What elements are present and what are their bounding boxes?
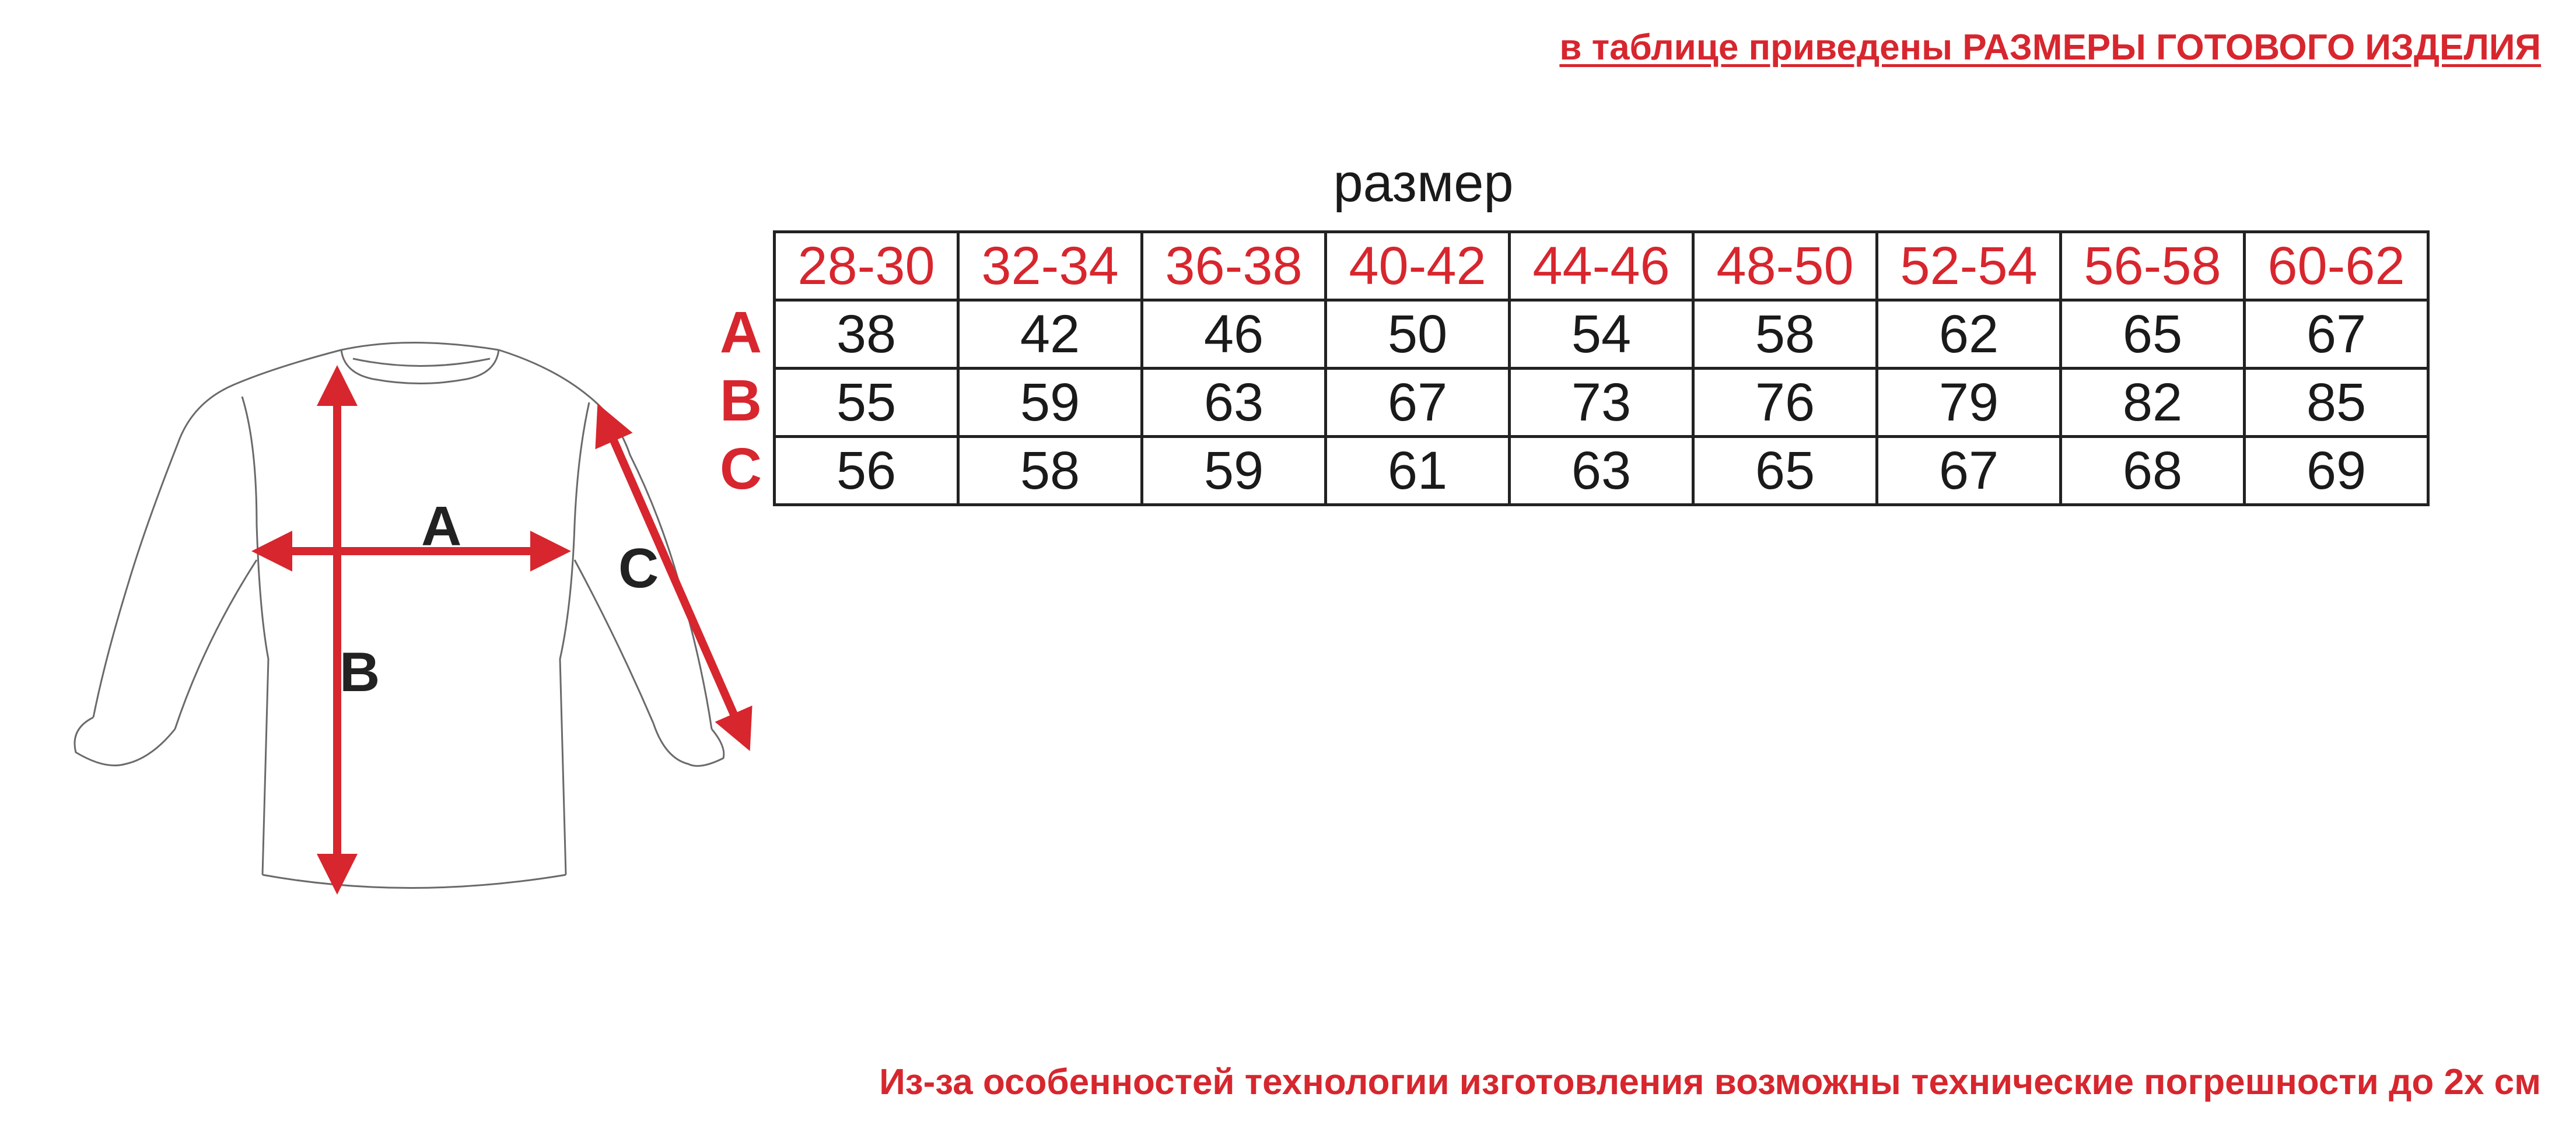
table-row-c — [775, 437, 2428, 505]
size-header-cell: 56-58 — [2061, 232, 2245, 300]
table-cell: 76 — [1693, 369, 1877, 437]
top-note: в таблице приведены РАЗМЕРЫ ГОТОВОГО ИЗДЕЛИЯ — [1559, 27, 2541, 68]
table-cell: 63 — [1510, 437, 1693, 505]
dim-label-b: B — [340, 641, 380, 703]
table-cell: 50 — [1326, 300, 1510, 369]
sweatshirt-outline — [75, 343, 724, 888]
size-header-cell: 48-50 — [1693, 232, 1877, 300]
table-cell: 62 — [1877, 300, 2061, 369]
table-cell: 68 — [2061, 437, 2245, 505]
size-header-cell: 40-42 — [1326, 232, 1510, 300]
table-cell: 69 — [2245, 437, 2428, 505]
size-header-cell: 44-46 — [1510, 232, 1693, 300]
table-cell: 67 — [1877, 437, 2061, 505]
table-cell: 67 — [1326, 369, 1510, 437]
sweatshirt-diagram — [0, 0, 770, 933]
table-cell: 55 — [775, 369, 958, 437]
table-cell: 82 — [2061, 369, 2245, 437]
table-row-b — [775, 369, 2428, 437]
table-cell: 85 — [2245, 369, 2428, 437]
table-cell: 58 — [1693, 300, 1877, 369]
table-cell: 38 — [775, 300, 958, 369]
measure-arrows — [260, 373, 747, 886]
table-cell: 54 — [1510, 300, 1693, 369]
table-row-a — [775, 300, 2428, 369]
dim-label-a: A — [421, 495, 462, 558]
table-cell: 59 — [958, 369, 1142, 437]
table-cell: 61 — [1326, 437, 1510, 505]
table-cell: 58 — [958, 437, 1142, 505]
table-cell: 46 — [1142, 300, 1326, 369]
size-heading: размер — [1333, 153, 1514, 213]
size-header-cell: 60-62 — [2245, 232, 2428, 300]
table-cell: 59 — [1142, 437, 1326, 505]
table-cell: 63 — [1142, 369, 1326, 437]
size-header-cell: 28-30 — [775, 232, 958, 300]
size-header-cell: 52-54 — [1877, 232, 2061, 300]
row-label-a: A — [719, 300, 762, 365]
dim-label-c: C — [618, 537, 659, 600]
size-header-cell: 32-34 — [958, 232, 1142, 300]
table-cell: 56 — [775, 437, 958, 505]
bottom-note: Из-за особенностей технологии изготовления возможны технические погрешности до 2х см — [879, 1062, 2541, 1102]
table-cell: 65 — [2061, 300, 2245, 369]
table-cell: 65 — [1693, 437, 1877, 505]
table-cell: 67 — [2245, 300, 2428, 369]
row-labels — [715, 299, 767, 503]
size-header-cell: 36-38 — [1142, 232, 1326, 300]
row-label-c: C — [719, 436, 762, 502]
size-table — [773, 230, 2430, 506]
table-cell: 73 — [1510, 369, 1693, 437]
table-cell: 42 — [958, 300, 1142, 369]
row-label-b: B — [719, 368, 762, 433]
table-header-row — [775, 232, 2428, 300]
table-cell: 79 — [1877, 369, 2061, 437]
